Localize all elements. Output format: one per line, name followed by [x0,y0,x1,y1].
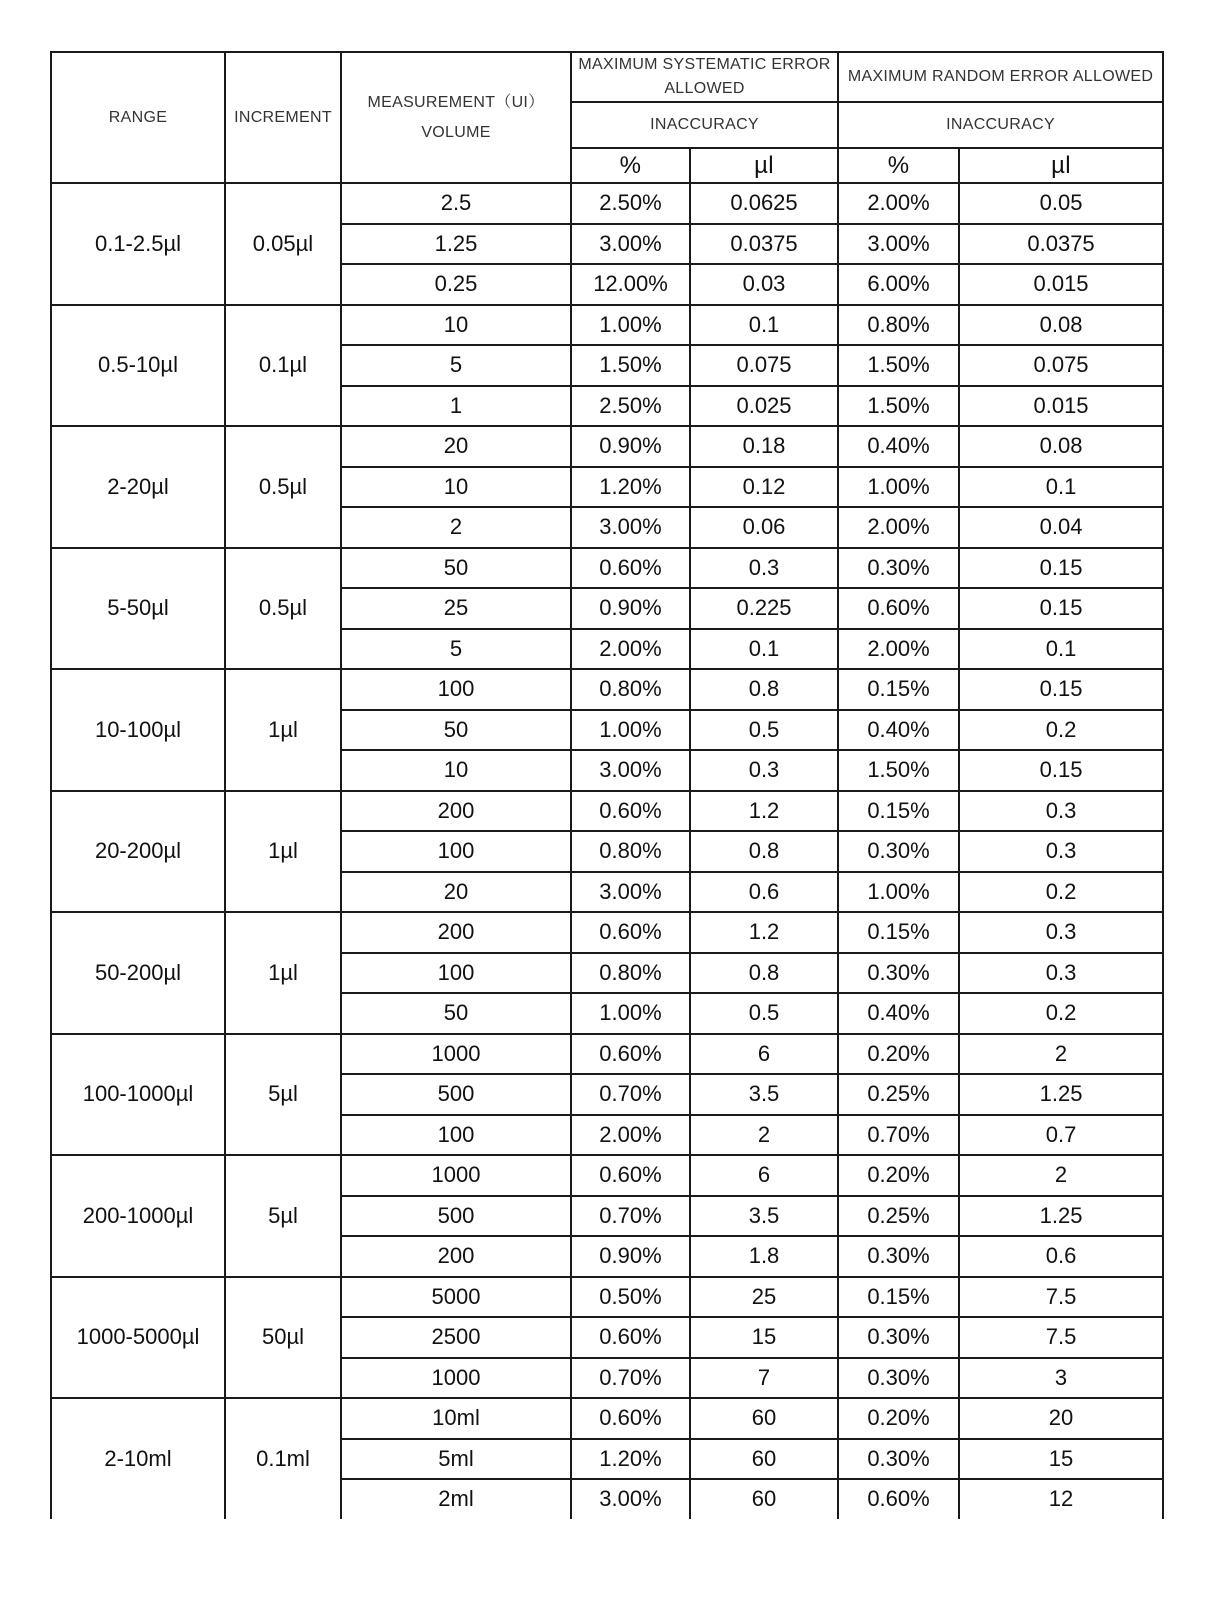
increment-cell: 0.5µl [225,548,341,670]
systematic-ul-cell: 0.6 [690,872,838,913]
random-ul-cell: 0.2 [959,993,1163,1034]
systematic-percent-cell: 12.00% [571,264,690,305]
random-ul-cell: 0.7 [959,1115,1163,1156]
systematic-percent-cell: 0.80% [571,669,690,710]
header-measurement: MEASUREMENT（UI） [367,93,545,111]
systematic-ul-cell: 0.5 [690,710,838,751]
random-ul-cell: 0.1 [959,629,1163,670]
random-percent-cell: 0.30% [838,1317,959,1358]
random-percent-cell: 0.20% [838,1398,959,1439]
header-range: RANGE [51,52,225,183]
volume-cell: 20 [341,426,571,467]
systematic-ul-cell: 0.8 [690,669,838,710]
systematic-percent-cell: 0.90% [571,426,690,467]
random-percent-cell: 0.15% [838,669,959,710]
systematic-percent-cell: 2.50% [571,183,690,224]
systematic-ul-cell: 0.06 [690,507,838,548]
table-row [51,1398,1163,1439]
systematic-ul-cell: 3.5 [690,1196,838,1237]
systematic-ul-cell: 0.225 [690,588,838,629]
random-percent-cell: 0.30% [838,548,959,589]
random-percent-cell: 1.50% [838,750,959,791]
volume-cell: 50 [341,993,571,1034]
systematic-ul-cell: 60 [690,1398,838,1439]
volume-cell: 100 [341,1115,571,1156]
systematic-percent-cell: 0.60% [571,1155,690,1196]
random-percent-cell: 1.00% [838,872,959,913]
volume-cell: 10 [341,305,571,346]
volume-cell: 2ml [341,1479,571,1519]
volume-cell: 1.25 [341,224,571,265]
random-ul-cell: 7.5 [959,1317,1163,1358]
random-percent-cell: 0.30% [838,831,959,872]
random-percent-cell: 1.50% [838,386,959,427]
increment-cell: 50µl [225,1277,341,1399]
range-cell: 200-1000µl [51,1155,225,1277]
increment-cell: 5µl [225,1034,341,1156]
systematic-ul-cell: 3.5 [690,1074,838,1115]
volume-cell: 2500 [341,1317,571,1358]
systematic-ul-cell: 60 [690,1479,838,1519]
systematic-ul-cell: 6 [690,1155,838,1196]
increment-cell: 0.05µl [225,183,341,305]
table-row [51,669,1163,710]
volume-cell: 50 [341,710,571,751]
random-percent-cell: 0.20% [838,1034,959,1075]
table-row [51,1277,1163,1318]
random-ul-cell: 20 [959,1398,1163,1439]
increment-cell: 5µl [225,1155,341,1277]
table-row [51,791,1163,832]
random-percent-cell: 0.15% [838,1277,959,1318]
volume-cell: 0.25 [341,264,571,305]
systematic-ul-cell: 0.025 [690,386,838,427]
random-ul-cell: 2 [959,1155,1163,1196]
random-percent-cell: 2.00% [838,183,959,224]
table-row [51,1155,1163,1196]
random-ul-cell: 0.075 [959,345,1163,386]
volume-cell: 1000 [341,1358,571,1399]
volume-cell: 5 [341,629,571,670]
random-ul-cell: 0.15 [959,669,1163,710]
random-ul-cell: 0.2 [959,872,1163,913]
volume-cell: 100 [341,831,571,872]
volume-cell: 100 [341,953,571,994]
table-row [51,305,1163,346]
volume-cell: 10 [341,467,571,508]
header-percent-random: % [838,148,959,183]
systematic-percent-cell: 3.00% [571,507,690,548]
systematic-percent-cell: 0.70% [571,1074,690,1115]
systematic-percent-cell: 2.50% [571,386,690,427]
random-percent-cell: 0.80% [838,305,959,346]
range-cell: 0.1-2.5µl [51,183,225,305]
random-ul-cell: 0.015 [959,264,1163,305]
volume-cell: 1000 [341,1034,571,1075]
systematic-percent-cell: 0.60% [571,1317,690,1358]
random-ul-cell: 0.3 [959,791,1163,832]
systematic-ul-cell: 2 [690,1115,838,1156]
random-ul-cell: 0.08 [959,305,1163,346]
volume-cell: 200 [341,1236,571,1277]
random-percent-cell: 0.15% [838,912,959,953]
systematic-percent-cell: 0.60% [571,912,690,953]
table-body [51,183,1163,1519]
volume-cell: 1 [341,386,571,427]
volume-cell: 25 [341,588,571,629]
random-ul-cell: 0.1 [959,467,1163,508]
increment-cell: 1µl [225,791,341,913]
random-percent-cell: 0.30% [838,1358,959,1399]
range-cell: 10-100µl [51,669,225,791]
random-ul-cell: 0.3 [959,912,1163,953]
table-row [51,912,1163,953]
random-percent-cell: 0.25% [838,1074,959,1115]
random-percent-cell: 0.15% [838,791,959,832]
systematic-percent-cell: 1.00% [571,993,690,1034]
random-ul-cell: 0.2 [959,710,1163,751]
random-percent-cell: 0.40% [838,993,959,1034]
systematic-ul-cell: 7 [690,1358,838,1399]
range-cell: 1000-5000µl [51,1277,225,1399]
increment-cell: 1µl [225,912,341,1034]
systematic-percent-cell: 0.90% [571,588,690,629]
systematic-percent-cell: 3.00% [571,224,690,265]
random-percent-cell: 1.50% [838,345,959,386]
random-ul-cell: 0.15 [959,588,1163,629]
random-ul-cell: 0.08 [959,426,1163,467]
random-ul-cell: 2 [959,1034,1163,1075]
volume-cell: 5000 [341,1277,571,1318]
random-ul-cell: 0.0375 [959,224,1163,265]
systematic-percent-cell: 2.00% [571,1115,690,1156]
range-cell: 0.5-10µl [51,305,225,427]
increment-cell: 1µl [225,669,341,791]
systematic-ul-cell: 0.075 [690,345,838,386]
random-ul-cell: 12 [959,1479,1163,1519]
random-percent-cell: 0.70% [838,1115,959,1156]
systematic-percent-cell: 0.70% [571,1358,690,1399]
random-ul-cell: 0.6 [959,1236,1163,1277]
range-cell: 2-20µl [51,426,225,548]
systematic-ul-cell: 1.8 [690,1236,838,1277]
systematic-ul-cell: 0.0625 [690,183,838,224]
pipette-spec-table [50,51,1164,1519]
volume-cell: 200 [341,791,571,832]
systematic-ul-cell: 15 [690,1317,838,1358]
random-percent-cell: 0.60% [838,1479,959,1519]
random-percent-cell: 0.40% [838,710,959,751]
random-percent-cell: 0.25% [838,1196,959,1237]
random-ul-cell: 0.04 [959,507,1163,548]
random-ul-cell: 0.05 [959,183,1163,224]
volume-cell: 200 [341,912,571,953]
random-ul-cell: 0.3 [959,953,1163,994]
random-percent-cell: 0.40% [838,426,959,467]
table-header [51,52,1163,183]
systematic-percent-cell: 0.70% [571,1196,690,1237]
systematic-percent-cell: 1.00% [571,710,690,751]
increment-cell: 0.1µl [225,305,341,427]
header-ul-systematic: µl [690,148,838,183]
random-ul-cell: 15 [959,1439,1163,1480]
random-percent-cell: 0.30% [838,1439,959,1480]
volume-cell: 50 [341,548,571,589]
systematic-percent-cell: 0.60% [571,1034,690,1075]
header-random-error: MAXIMUM RANDOM ERROR ALLOWED [838,52,1163,102]
random-ul-cell: 0.15 [959,750,1163,791]
volume-cell: 500 [341,1074,571,1115]
table-row [51,548,1163,589]
systematic-percent-cell: 1.20% [571,1439,690,1480]
volume-cell: 2.5 [341,183,571,224]
range-cell: 2-10ml [51,1398,225,1519]
systematic-percent-cell: 0.80% [571,831,690,872]
header-ul-random: µl [959,148,1163,183]
increment-cell: 0.1ml [225,1398,341,1519]
systematic-ul-cell: 60 [690,1439,838,1480]
systematic-percent-cell: 3.00% [571,872,690,913]
volume-cell: 20 [341,872,571,913]
header-increment: INCREMENT [225,52,341,183]
increment-cell: 0.5µl [225,426,341,548]
header-systematic-error: MAXIMUM SYSTEMATIC ERROR ALLOWED [571,52,838,102]
table-row [51,183,1163,224]
systematic-ul-cell: 6 [690,1034,838,1075]
random-percent-cell: 6.00% [838,264,959,305]
systematic-percent-cell: 0.60% [571,1398,690,1439]
header-volume: VOLUME [421,123,491,141]
random-ul-cell: 0.15 [959,548,1163,589]
random-percent-cell: 2.00% [838,507,959,548]
systematic-percent-cell: 0.50% [571,1277,690,1318]
volume-cell: 100 [341,669,571,710]
volume-cell: 2 [341,507,571,548]
systematic-percent-cell: 0.80% [571,953,690,994]
systematic-percent-cell: 2.00% [571,629,690,670]
header-inaccuracy-random: INACCURACY [838,102,1163,148]
header-inaccuracy-systematic: INACCURACY [571,102,838,148]
systematic-ul-cell: 0.8 [690,953,838,994]
systematic-ul-cell: 0.8 [690,831,838,872]
range-cell: 20-200µl [51,791,225,913]
random-ul-cell: 0.3 [959,831,1163,872]
random-percent-cell: 0.60% [838,588,959,629]
systematic-ul-cell: 1.2 [690,912,838,953]
table-row [51,1034,1163,1075]
systematic-ul-cell: 0.3 [690,750,838,791]
systematic-percent-cell: 0.60% [571,791,690,832]
systematic-ul-cell: 0.0375 [690,224,838,265]
systematic-percent-cell: 1.50% [571,345,690,386]
systematic-ul-cell: 0.5 [690,993,838,1034]
random-ul-cell: 0.015 [959,386,1163,427]
systematic-ul-cell: 25 [690,1277,838,1318]
range-cell: 100-1000µl [51,1034,225,1156]
random-percent-cell: 0.30% [838,1236,959,1277]
random-ul-cell: 3 [959,1358,1163,1399]
random-percent-cell: 1.00% [838,467,959,508]
systematic-percent-cell: 3.00% [571,750,690,791]
random-ul-cell: 1.25 [959,1196,1163,1237]
systematic-percent-cell: 3.00% [571,1479,690,1519]
random-percent-cell: 2.00% [838,629,959,670]
header-measurement-volume [341,52,571,183]
random-percent-cell: 0.30% [838,953,959,994]
systematic-percent-cell: 1.00% [571,305,690,346]
systematic-ul-cell: 0.3 [690,548,838,589]
volume-cell: 10 [341,750,571,791]
range-cell: 5-50µl [51,548,225,670]
systematic-ul-cell: 0.1 [690,629,838,670]
header-percent-systematic: % [571,148,690,183]
volume-cell: 10ml [341,1398,571,1439]
random-percent-cell: 0.20% [838,1155,959,1196]
systematic-ul-cell: 1.2 [690,791,838,832]
systematic-ul-cell: 0.03 [690,264,838,305]
volume-cell: 5 [341,345,571,386]
systematic-ul-cell: 0.12 [690,467,838,508]
random-ul-cell: 1.25 [959,1074,1163,1115]
table-row [51,426,1163,467]
range-cell: 50-200µl [51,912,225,1034]
volume-cell: 500 [341,1196,571,1237]
systematic-percent-cell: 1.20% [571,467,690,508]
systematic-ul-cell: 0.1 [690,305,838,346]
systematic-ul-cell: 0.18 [690,426,838,467]
random-ul-cell: 7.5 [959,1277,1163,1318]
volume-cell: 1000 [341,1155,571,1196]
systematic-percent-cell: 0.90% [571,1236,690,1277]
random-percent-cell: 3.00% [838,224,959,265]
systematic-percent-cell: 0.60% [571,548,690,589]
volume-cell: 5ml [341,1439,571,1480]
